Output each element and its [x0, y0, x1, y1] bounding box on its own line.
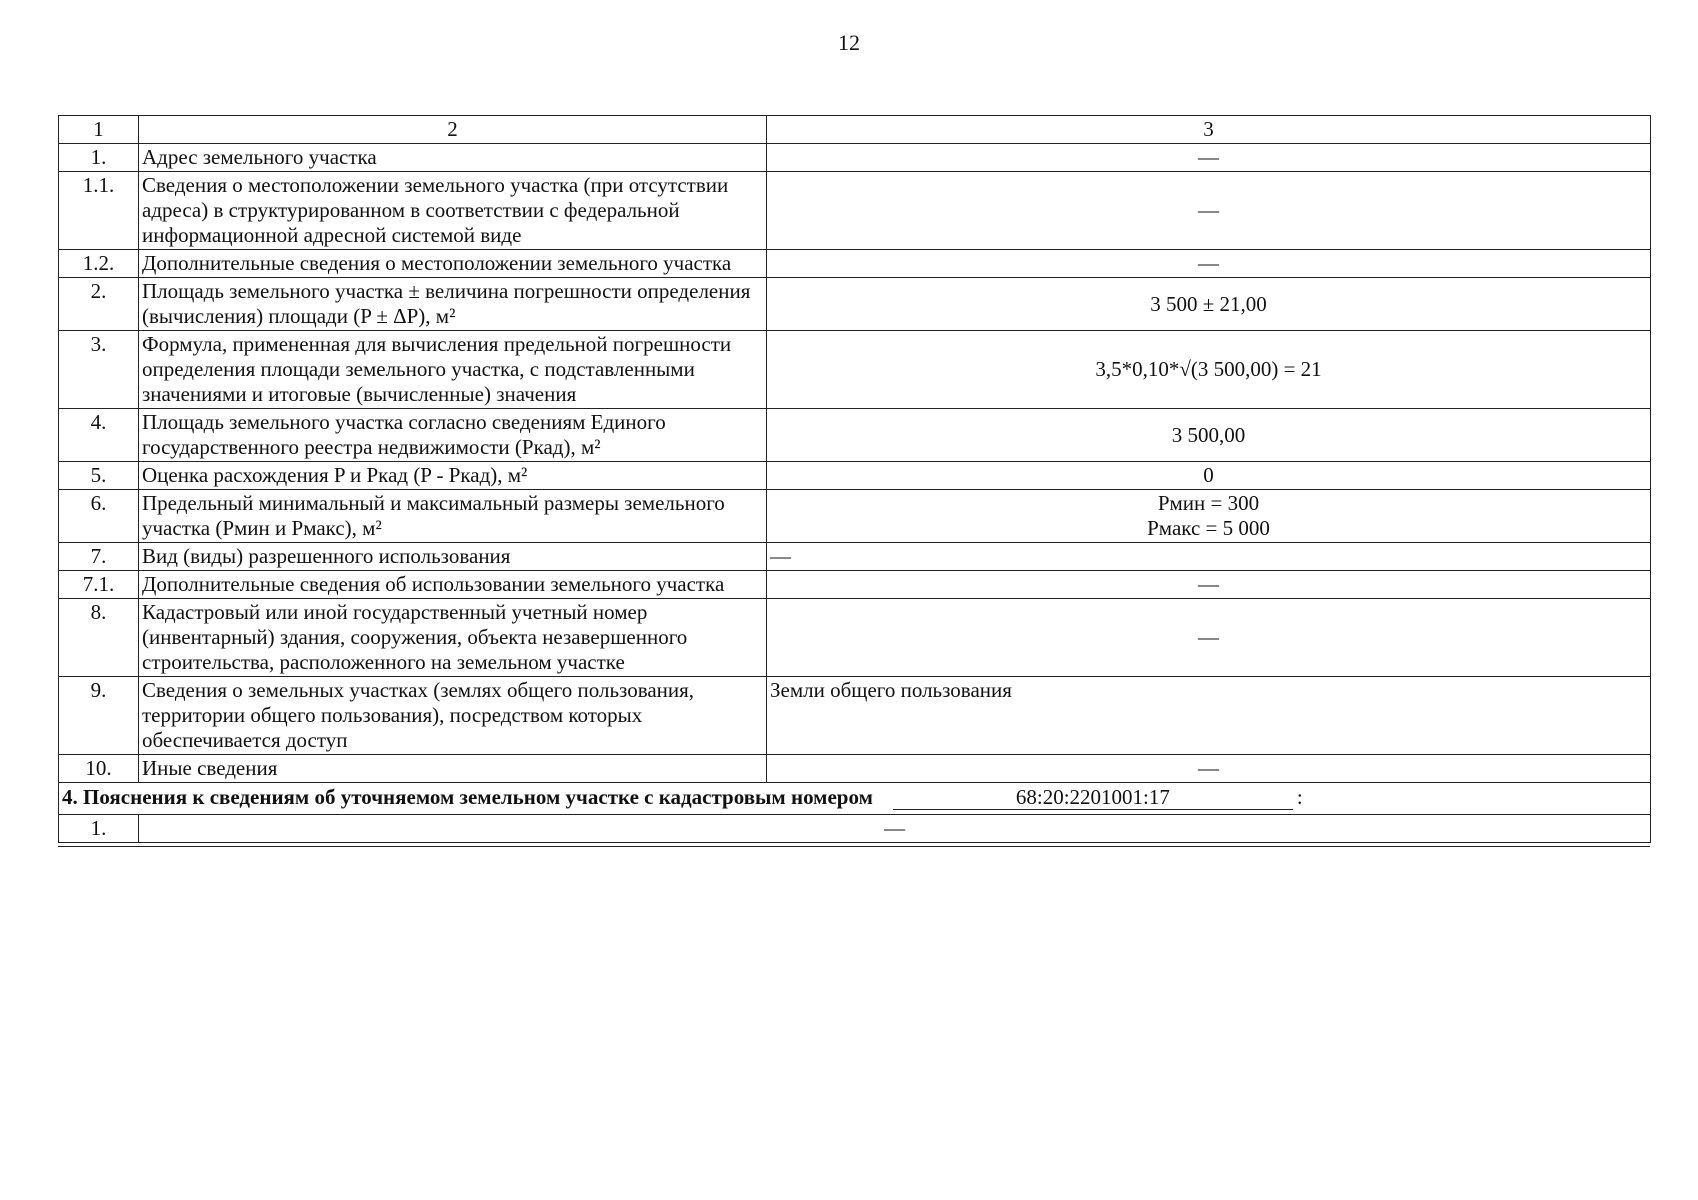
row-number: 7.	[59, 543, 139, 571]
row-label: Адрес земельного участка	[139, 144, 767, 172]
row-number: 2.	[59, 278, 139, 331]
row-number: 4.	[59, 409, 139, 462]
p-max-value: Pмакс = 5 000	[1147, 516, 1270, 540]
table-row	[59, 677, 1651, 755]
row-value: —	[767, 144, 1651, 172]
row-number: 5.	[59, 462, 139, 490]
row-label: Кадастровый или иной государственный учетный номер (инвентарный) здания, сооружения, объекта незавершенного строительства, расположенного на земельном участке	[139, 599, 767, 677]
page-number: 12	[838, 30, 860, 55]
row-label: Формула, примененная для вычисления предельной погрешности определения площади земельного участка, с подставленными значениями и итоговые (вычисленные) значения	[139, 331, 767, 409]
table-header-row	[59, 116, 1651, 144]
row-value: Земли общего пользования	[767, 677, 1651, 755]
row-label: Дополнительные сведения о местоположении земельного участка	[139, 250, 767, 278]
row-value	[767, 490, 1651, 543]
row-value: —	[139, 815, 1651, 843]
table-row	[59, 462, 1651, 490]
row-number: 9.	[59, 677, 139, 755]
table-row	[59, 250, 1651, 278]
row-number: 8.	[59, 599, 139, 677]
header-col-2: 2	[139, 116, 767, 144]
table-row	[59, 755, 1651, 783]
cadastral-number: 68:20:2201001:17	[893, 785, 1293, 810]
section-4-title: 4. Пояснения к сведениям об уточняемом земельном участке с кадастровым номером	[62, 785, 873, 809]
row-label: Сведения о местоположении земельного участка (при отсутствии адреса) в структурированном в соответствии с федеральной информационной адресной системой виде	[139, 172, 767, 250]
table-row	[59, 815, 1651, 843]
table-row	[59, 490, 1651, 543]
land-plot-info-table	[58, 115, 1651, 843]
row-value: 3 500 ± 21,00	[767, 278, 1651, 331]
section-4-header	[59, 783, 1651, 815]
row-number: 1.	[59, 144, 139, 172]
row-label: Дополнительные сведения об использовании земельного участка	[139, 571, 767, 599]
row-number: 6.	[59, 490, 139, 543]
row-value: —	[767, 250, 1651, 278]
row-number: 1.1.	[59, 172, 139, 250]
row-value: 3 500,00	[767, 409, 1651, 462]
row-value: —	[767, 755, 1651, 783]
table-row	[59, 144, 1651, 172]
section-4-header-row	[59, 783, 1651, 815]
row-label: Сведения о земельных участках (землях общего пользования, территории общего пользования), посредством которых обеспечивается доступ	[139, 677, 767, 755]
row-value: 0	[767, 462, 1651, 490]
table-row	[59, 172, 1651, 250]
row-value: —	[767, 543, 1651, 571]
header-col-3: 3	[767, 116, 1651, 144]
row-value: —	[767, 571, 1651, 599]
row-value: 3,5*0,10*√(3 500,00) = 21	[767, 331, 1651, 409]
row-label: Площадь земельного участка согласно сведениям Единого государственного реестра недвижимости (Pкад), м²	[139, 409, 767, 462]
row-label: Иные сведения	[139, 755, 767, 783]
header-col-1: 1	[59, 116, 139, 144]
table-row	[59, 543, 1651, 571]
section-4-colon: :	[1296, 785, 1303, 809]
row-number: 1.	[59, 815, 139, 843]
row-number: 1.2.	[59, 250, 139, 278]
table-row	[59, 599, 1651, 677]
row-label: Оценка расхождения P и Pкад (P - Pкад), м²	[139, 462, 767, 490]
row-number: 3.	[59, 331, 139, 409]
table-row	[59, 331, 1651, 409]
row-value: —	[767, 599, 1651, 677]
p-min-value: Pмин = 300	[1157, 491, 1260, 515]
row-label: Площадь земельного участка ± величина погрешности определения (вычисления) площади (P ± ΔP), м²	[139, 278, 767, 331]
table-row	[59, 278, 1651, 331]
row-value: —	[767, 172, 1651, 250]
table-bottom-rule	[58, 846, 1650, 847]
row-number: 10.	[59, 755, 139, 783]
table-row	[59, 409, 1651, 462]
row-label: Вид (виды) разрешенного использования	[139, 543, 767, 571]
row-label: Предельный минимальный и максимальный размеры земельного участка (Pмин и Pмакс), м²	[139, 490, 767, 543]
table-row	[59, 571, 1651, 599]
row-number: 7.1.	[59, 571, 139, 599]
